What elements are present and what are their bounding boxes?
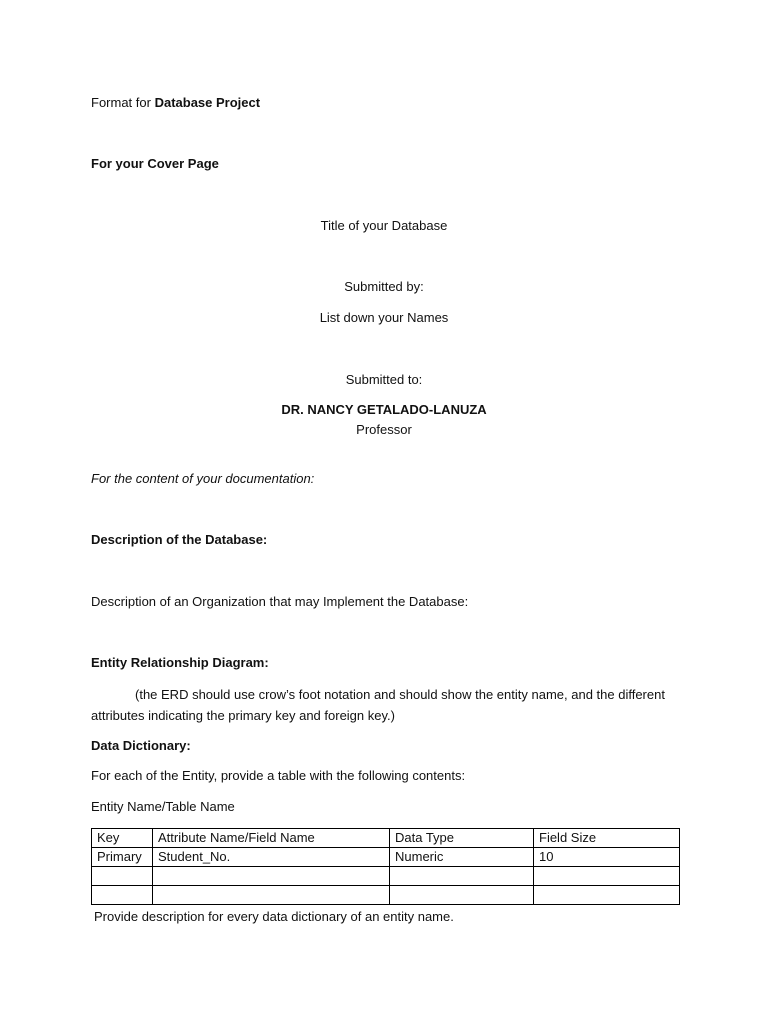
header-cell: Data Type <box>390 829 534 848</box>
table-cell <box>534 886 680 905</box>
professor-role: Professor <box>356 422 412 437</box>
table-cell <box>390 886 534 905</box>
organization-label: Description of an Organization that may Implement the Database: <box>91 594 469 609</box>
table-cell: 10 <box>534 848 680 867</box>
table-cell: Numeric <box>390 848 534 867</box>
dictionary-instruction: For each of the Entity, provide a table with the following contents: <box>91 768 466 783</box>
submitted-to-label: Submitted to: <box>345 372 423 387</box>
table-cell: Primary <box>92 848 153 867</box>
erd-note-text: (the ERD should use crow’s foot notation and should show the entity name, and the different attributes indicating the primary key and foreign key.) <box>91 687 665 723</box>
header-cell: Attribute Name/Field Name <box>153 829 390 848</box>
professor-name: DR. NANCY GETALADO-LANUZA <box>281 402 487 417</box>
header-cell: Field Size <box>534 829 680 848</box>
submitted-by-label: Submitted by: <box>344 279 424 294</box>
table-cell <box>92 867 153 886</box>
erd-note <box>91 684 671 726</box>
erd-label: Entity Relationship Diagram: <box>91 655 269 670</box>
table-cell <box>153 886 390 905</box>
table-row <box>92 848 680 867</box>
table-header-row <box>92 829 680 848</box>
data-dictionary-table <box>91 828 680 905</box>
table-cell <box>153 867 390 886</box>
entity-name-label: Entity Name/Table Name <box>91 799 235 814</box>
table-cell <box>534 867 680 886</box>
footer-note: Provide description for every data dictionary of an entity name. <box>94 909 454 924</box>
table-cell <box>92 886 153 905</box>
heading-title: Database Project <box>154 95 261 110</box>
table-row <box>92 886 680 905</box>
table-cell: Student_No. <box>153 848 390 867</box>
data-dictionary-label: Data Dictionary: <box>91 738 191 753</box>
content-intro: For the content of your documentation: <box>91 471 315 486</box>
description-label: Description of the Database: <box>91 532 268 547</box>
table-row <box>92 867 680 886</box>
heading-prefix: Format for <box>91 95 155 110</box>
database-title-placeholder: Title of your Database <box>320 218 448 233</box>
table-cell <box>390 867 534 886</box>
header-cell: Key <box>92 829 153 848</box>
document-heading <box>91 95 260 111</box>
names-placeholder: List down your Names <box>319 310 449 325</box>
cover-page-label: For your Cover Page <box>91 156 219 171</box>
